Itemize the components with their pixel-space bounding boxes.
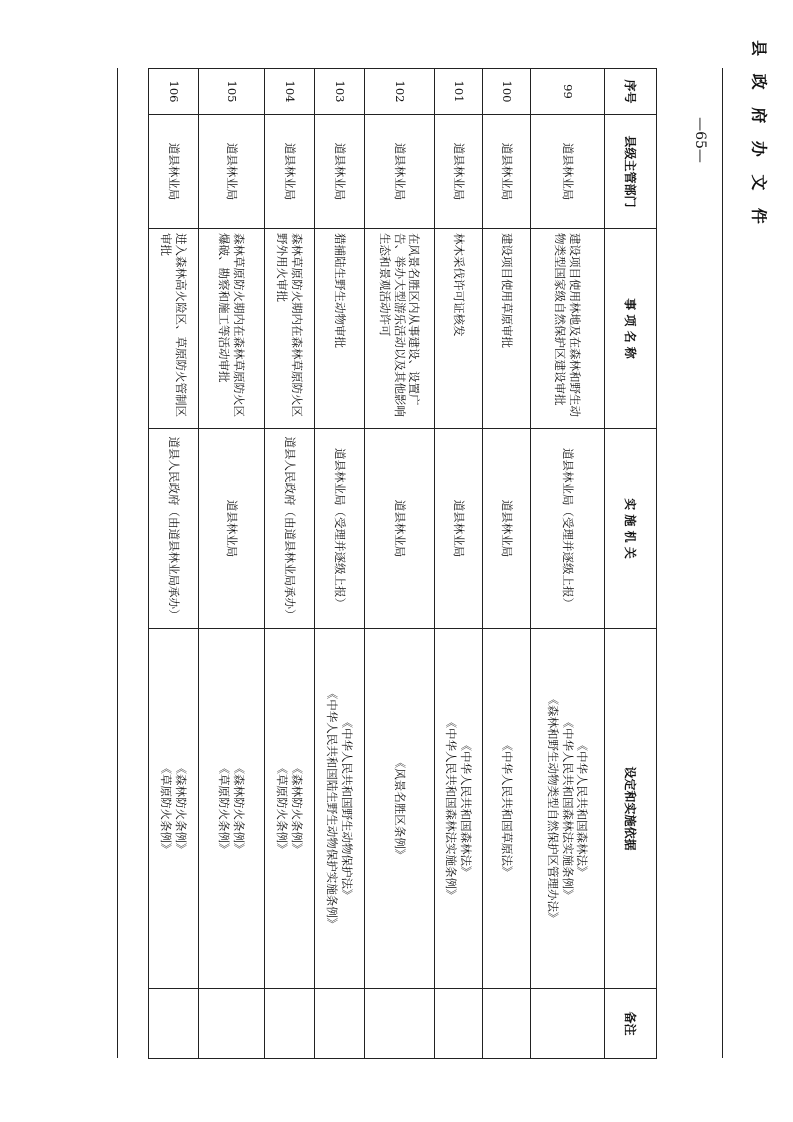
cell-dept: 道县林业局 — [199, 115, 265, 229]
cell-org: 道县林业局 — [365, 429, 435, 629]
cell-name: 在风景名胜区内从事建设、设置广告、举办大型游乐活动以及其他影响生态和景观活动许可 — [365, 229, 435, 429]
cell-note — [265, 989, 315, 1059]
column-header-org: 实 施 机 关 — [605, 429, 657, 629]
basis-line: 《森林防火条例》 — [231, 762, 246, 855]
column-header-name: 事 项 名 称 — [605, 229, 657, 429]
basis-line: 《中华人民共和国森林法》 — [458, 739, 473, 878]
table-row — [483, 69, 531, 1059]
basis-line: 《森林防火条例》 — [289, 762, 304, 855]
cell-name: 林木采伐许可证核发 — [435, 229, 483, 429]
cell-basis — [265, 629, 315, 989]
table-row — [149, 69, 199, 1059]
basis-line: 《中华人民共和国森林法实施条例》 — [444, 716, 459, 901]
cell-note — [531, 989, 605, 1059]
table-row — [365, 69, 435, 1059]
cell-dept: 道县林业局 — [365, 115, 435, 229]
document-header-title: 县 政 府 办 文 件 — [749, 40, 769, 230]
cell-no: 105 — [199, 69, 265, 115]
items-table-wrapper — [159, 68, 657, 1058]
cell-name: 森林草原防火期内在森林草原防火区爆破、勘察和施工等活动审批 — [199, 229, 265, 429]
cell-basis — [149, 629, 199, 989]
basis-line: 《草原防火条例》 — [275, 762, 290, 855]
cell-no: 99 — [531, 69, 605, 115]
basis-line: 《草原防火条例》 — [217, 762, 232, 855]
cell-note — [315, 989, 365, 1059]
cell-dept: 道县林业局 — [149, 115, 199, 229]
cell-name: 建设项目使用林地及在森林和野生动物类型国家级自然保护区建设审批 — [531, 229, 605, 429]
table-row — [199, 69, 265, 1059]
page-number-text: —65— — [692, 117, 708, 163]
cell-org: 道县林业局 — [199, 429, 265, 629]
basis-line: 《草原防火条例》 — [159, 762, 174, 855]
cell-dept: 道县林业局 — [435, 115, 483, 229]
cell-name: 猎捕陆生野生动物审批 — [315, 229, 365, 429]
cell-note — [365, 989, 435, 1059]
cell-org: 道县人民政府（由道县林业局承办） — [149, 429, 199, 629]
cell-org: 道县林业局 — [483, 429, 531, 629]
table-row — [435, 69, 483, 1059]
table-row — [265, 69, 315, 1059]
basis-line: 《中华人民共和国陆生野生动物保护实施条例》 — [325, 687, 340, 930]
cell-dept: 道县林业局 — [483, 115, 531, 229]
cell-note — [435, 989, 483, 1059]
table-row — [315, 69, 365, 1059]
cell-name: 森林草原防火期内在森林草原防火区野外用火审批 — [265, 229, 315, 429]
cell-basis — [435, 629, 483, 989]
cell-basis — [483, 629, 531, 989]
footer-rule — [117, 68, 118, 1058]
column-header-note: 备注 — [605, 989, 657, 1059]
cell-basis — [365, 629, 435, 989]
cell-basis — [531, 629, 605, 989]
header-rule — [722, 68, 723, 1058]
column-header-basis: 设定和实施依据 — [605, 629, 657, 989]
basis-line: 《中华人民共和国草原法》 — [499, 739, 514, 878]
cell-note — [483, 989, 531, 1059]
cell-org: 道县林业局（受理并逐级上报） — [531, 429, 605, 629]
column-header-no: 序号 — [605, 69, 657, 115]
cell-no: 106 — [149, 69, 199, 115]
cell-dept: 道县林业局 — [531, 115, 605, 229]
cell-org: 道县林业局（受理并逐级上报） — [315, 429, 365, 629]
cell-name: 进入森林高火险区、草原防火管制区审批 — [149, 229, 199, 429]
basis-line: 《森林和野生动物类型自然保护区管理办法》 — [546, 693, 561, 924]
cell-no: 103 — [315, 69, 365, 115]
basis-line: 《中华人民共和国野生动物保护法》 — [339, 716, 354, 901]
table-header-row — [605, 69, 657, 1059]
cell-no: 101 — [435, 69, 483, 115]
cell-dept: 道县林业局 — [265, 115, 315, 229]
cell-org: 道县人民政府（由道县林业局承办） — [265, 429, 315, 629]
cell-dept: 道县林业局 — [315, 115, 365, 229]
cell-basis — [315, 629, 365, 989]
items-table — [148, 68, 657, 1059]
cell-no: 104 — [265, 69, 315, 115]
cell-name: 建设项目使用草原审批 — [483, 229, 531, 429]
basis-line: 《森林防火条例》 — [173, 762, 188, 855]
cell-no: 100 — [483, 69, 531, 115]
table-row — [531, 69, 605, 1059]
basis-line: 《风景名胜区条例》 — [392, 756, 407, 861]
basis-line: 《中华人民共和国森林法》 — [575, 739, 590, 878]
basis-line: 《中华人民共和国森林法实施条例》 — [560, 716, 575, 901]
cell-basis — [199, 629, 265, 989]
column-header-dept: 县级主管部门 — [605, 115, 657, 229]
cell-note — [199, 989, 265, 1059]
cell-org: 道县林业局 — [435, 429, 483, 629]
cell-note — [149, 989, 199, 1059]
document-header — [740, 40, 780, 230]
cell-no: 102 — [365, 69, 435, 115]
page-number — [688, 100, 712, 180]
